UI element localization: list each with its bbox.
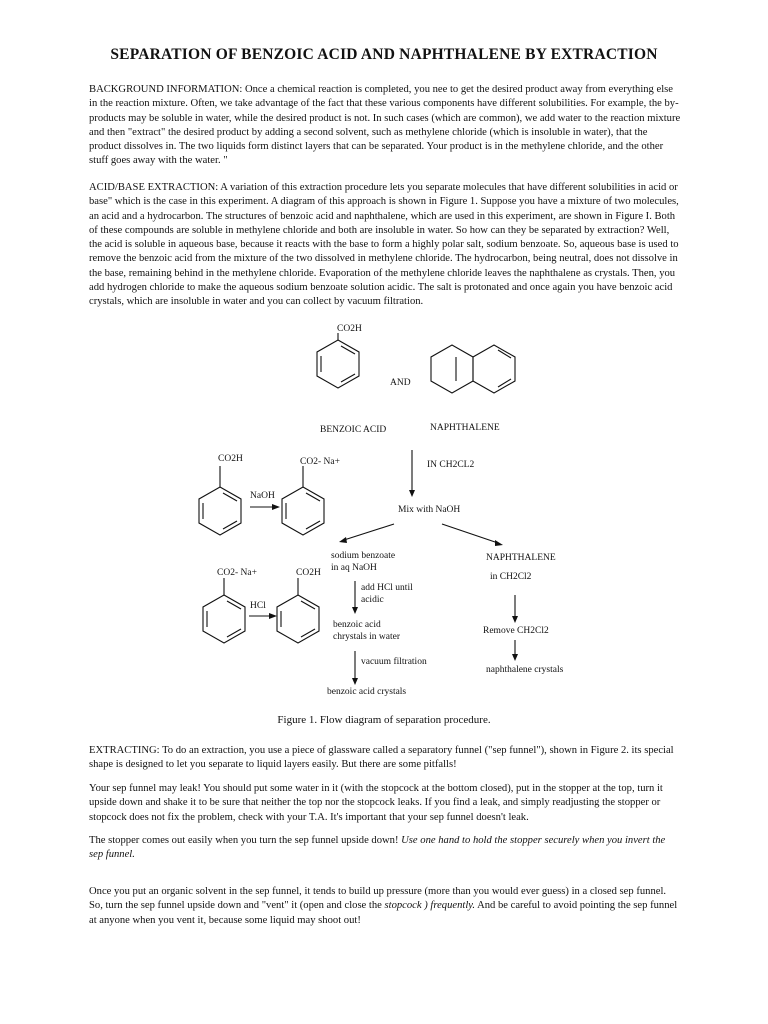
stopper-emphasis: Use one hand to hold the stopper securely when you invert the sep funnel. [89,835,666,861]
naphthalene-crystals-label: naphthalene crystals [486,665,564,675]
co2h-label-lower: CO2H [296,568,321,578]
pressure-text-a: Once you put an organic solvent in the sep funnel, it tends to build up pressure (more than you would ever guess) in a closed sep funnel. So, turn the sep funnel upside down and "vent" it (open and close the [89,886,667,912]
co2h-label-top: CO2H [337,324,362,334]
benzoic-acid-crystals-label: benzoic acid crystals [327,687,407,697]
acid-base-paragraph: ACID/BASE EXTRACTION: A variation of this extraction procedure lets you separate molecules that have different solubilities in acid or base" which is the case in this experiment. A diagram of this approach is shown in Figure 1. Suppose you have a mixture of two molecules, an acid and a hydrocarbon. The structures of benzoic acid and naphthalene, which are used in this experiment, are shown in Figure I. Both of these compounds are soluble in methylene chloride and both are insoluble in water. So how can they be separated by extraction? Well, the acid is soluble in aqueous base, because it reacts with the base to form a highly polar salt, sodium benzoate. So, aqueous base is used to remove the benzoic acid from the mixture of the two dissolved in methylene chloride. The hydrocarbon, being neutral, does not dissolve in the base, remaining behind in the methylene chloride. Evaporation of the methylene chloride leaves the naphthalene as crystals. Then, you add hydrogen chloride to make the aqueous sodium benzoate solution acidic. The salt is protonated and once again you have benzoic acid crystals, which are insoluble in water and you can collect by vacuum filtration. [89,182,679,308]
co2na-label-left: CO2- Na+ [300,457,340,467]
naoh-label: NaOH [250,491,275,501]
pressure-emphasis: stopcock ) frequently. [384,900,476,912]
stopper-paragraph [89,834,681,863]
hcl-label: HCl [250,601,266,611]
and-label: AND [390,378,411,388]
background-paragraph: BACKGROUND INFORMATION: Once a chemical reaction is completed, you nee to get the desired product away from everything else in the reaction mixture. Often, we take advantage of the fact that these various components have different solubilities. For example, the by-products may be soluble in water, while the desired product is not. In such cases (which are common), we add water to the reaction mixture and then "extract" the desired product by adding a second solvent, such as methylene chloride (which is insoluble in water), that the product dissolves in. The two liquids form distinct layers that can be separated. Your product is in the methylene chloride, and the other stuff goes away with the water. " [89,84,681,167]
co2h-label-left: CO2H [218,454,243,464]
vacuum-filtration-label: vacuum filtration [361,657,427,667]
remove-ch2cl2-label: Remove CH2Cl2 [483,626,549,636]
pressure-paragraph [89,885,681,928]
extracting-paragraph: EXTRACTING: To do an extraction, you use a piece of glassware called a separatory funnel ("sep funnel"), shown in Figure 2. its special shape is designed to let you separate to liquid layers easily. But there are some pitfalls! [89,745,674,771]
naphthalene-label: NAPHTHALENE [430,423,500,433]
sodium-benzoate-label: sodium benzoate [331,551,396,561]
benzoic-acid-label: BENZOIC ACID [320,425,387,435]
naphthalene-structure [431,345,515,393]
mix-naoh-label: Mix with NaOH [398,505,461,515]
benzoic-acid-chrystals-label: benzoic acid [333,620,381,630]
stopper-text: The stopper comes out easily when you turn the sep funnel upside down! [89,835,402,846]
naphthalene-branch-label: NAPHTHALENE [486,553,556,563]
in-ch2cl2-label: IN CH2CL2 [427,460,475,470]
aq-naoh-label: in aq NaOH [331,563,377,573]
page-title: SEPARATION OF BENZOIC ACID AND NAPHTHALENE BY EXTRACTION [110,46,658,63]
figure-caption: Figure 1. Flow diagram of separation procedure. [277,714,491,726]
add-hcl-label: add HCl until [361,583,413,593]
leak-paragraph: Your sep funnel may leak! You should put some water in it (with the stopcock at the bottom closed), put in the stopper at the top, turn it upside down and shake it to be sure that neither the top nor the stopcock leaks. If you find a leak, and simply readjusting the stopper or stopcock does not fix the problem, check with your T.A. It's important that your sep funnel doesn't leak. [89,783,663,823]
benzoic-acid-structure [317,333,359,388]
co2na-label-lower: CO2- Na+ [217,568,257,578]
chrystals-water-label: chrystals in water [333,632,401,642]
pressure-text-b: And be careful to avoid pointing the sep funnel at anyone when you vent it, because some liquid may shoot out! [89,900,678,926]
acidic-label: acidic [361,595,384,605]
in-ch2cl2-lower-label: in CH2Cl2 [490,572,532,582]
